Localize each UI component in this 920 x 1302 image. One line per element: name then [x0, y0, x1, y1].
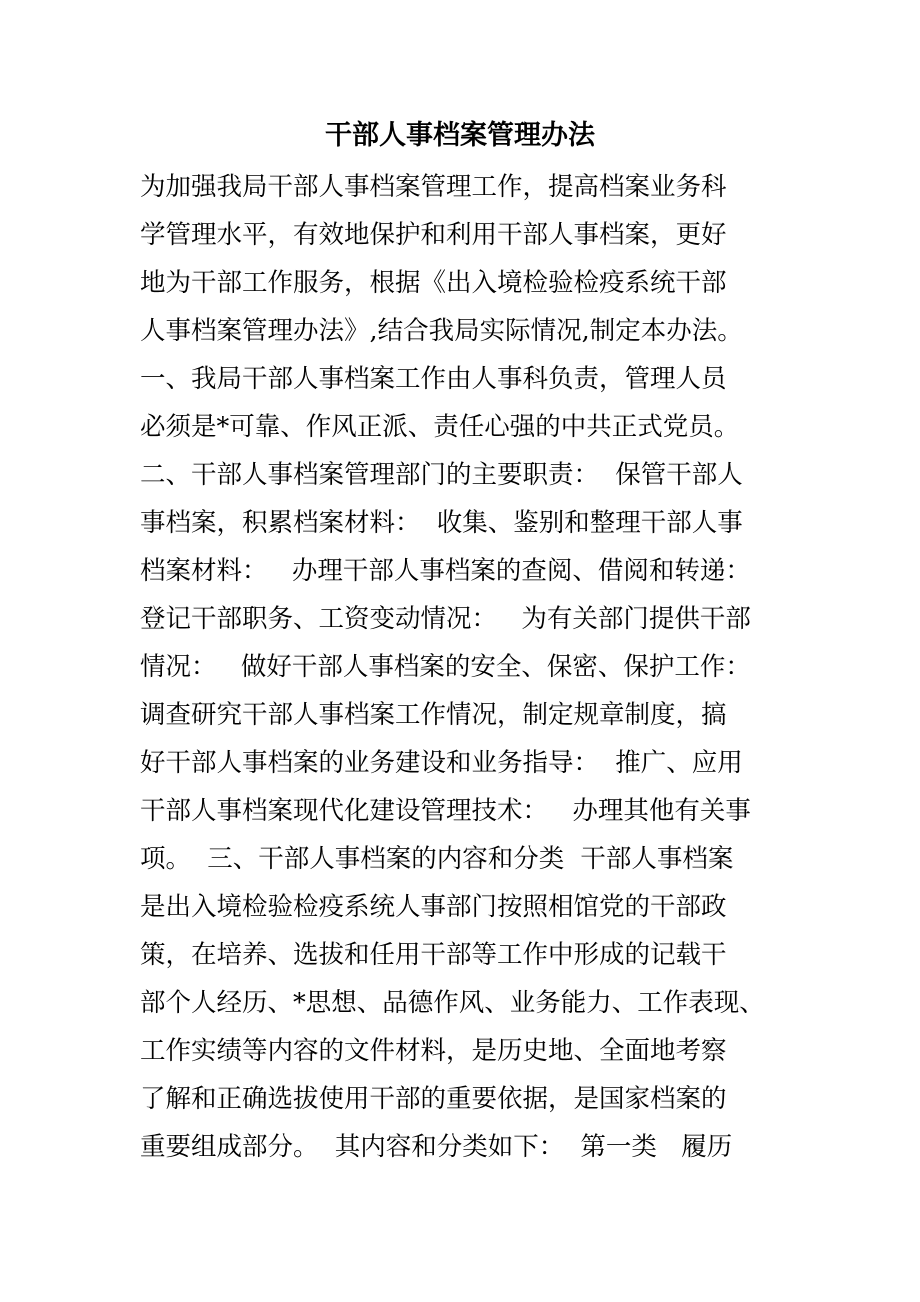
- body-line: 登记干部职务、工资变动情况： 为有关部门提供干部: [140, 604, 751, 634]
- body-line: 策，在培养、选拔和任用干部等工作中形成的记载干: [140, 940, 727, 970]
- body-line: 为加强我局干部人事档案管理工作，提高档案业务科: [140, 172, 727, 202]
- document-body: [140, 163, 790, 1171]
- body-line: 档案材料： 办理干部人事档案的查阅、借阅和转递：: [140, 556, 751, 586]
- body-line: 必须是*可靠、作风正派、责任心强的中共正式党员。: [140, 412, 740, 442]
- body-line: 部个人经历、*思想、品德作风、业务能力、工作表现、: [140, 988, 765, 1018]
- body-line: 事档案，积累档案材料： 收集、鉴别和整理干部人事: [140, 508, 743, 538]
- body-line: 了解和正确选拔使用干部的重要依据，是国家档案的: [140, 1084, 727, 1114]
- body-line: 情况： 做好干部人事档案的安全、保密、保护工作：: [140, 652, 751, 682]
- body-line: 一、我局干部人事档案工作由人事科负责，管理人员: [140, 364, 727, 394]
- body-line: 好干部人事档案的业务建设和业务指导： 推广、应用: [140, 748, 743, 778]
- body-line: 二、干部人事档案管理部门的主要职责： 保管干部人: [140, 460, 743, 490]
- body-line: 工作实绩等内容的文件材料，是历史地、全面地考察: [140, 1036, 727, 1066]
- body-line: 重要组成部分。 其内容和分类如下： 第一类 履历: [140, 1132, 733, 1162]
- body-line: 学管理水平，有效地保护和利用干部人事档案，更好: [140, 220, 727, 250]
- body-line: 人事档案管理办法》,结合我局实际情况,制定本办法。: [140, 316, 743, 346]
- body-line: 是出入境检验检疫系统人事部门按照相馆党的干部政: [140, 892, 727, 922]
- body-line: 调查研究干部人事档案工作情况，制定规章制度，搞: [140, 700, 727, 730]
- body-line: 地为干部工作服务，根据《出入境检验检疫系统干部: [140, 268, 727, 298]
- body-line: 项。 三、干部人事档案的内容和分类 干部人事档案: [140, 844, 734, 874]
- body-line: 干部人事档案现代化建设管理技术： 办理其他有关事: [140, 796, 751, 826]
- document-title: 干部人事档案管理办法: [325, 120, 595, 151]
